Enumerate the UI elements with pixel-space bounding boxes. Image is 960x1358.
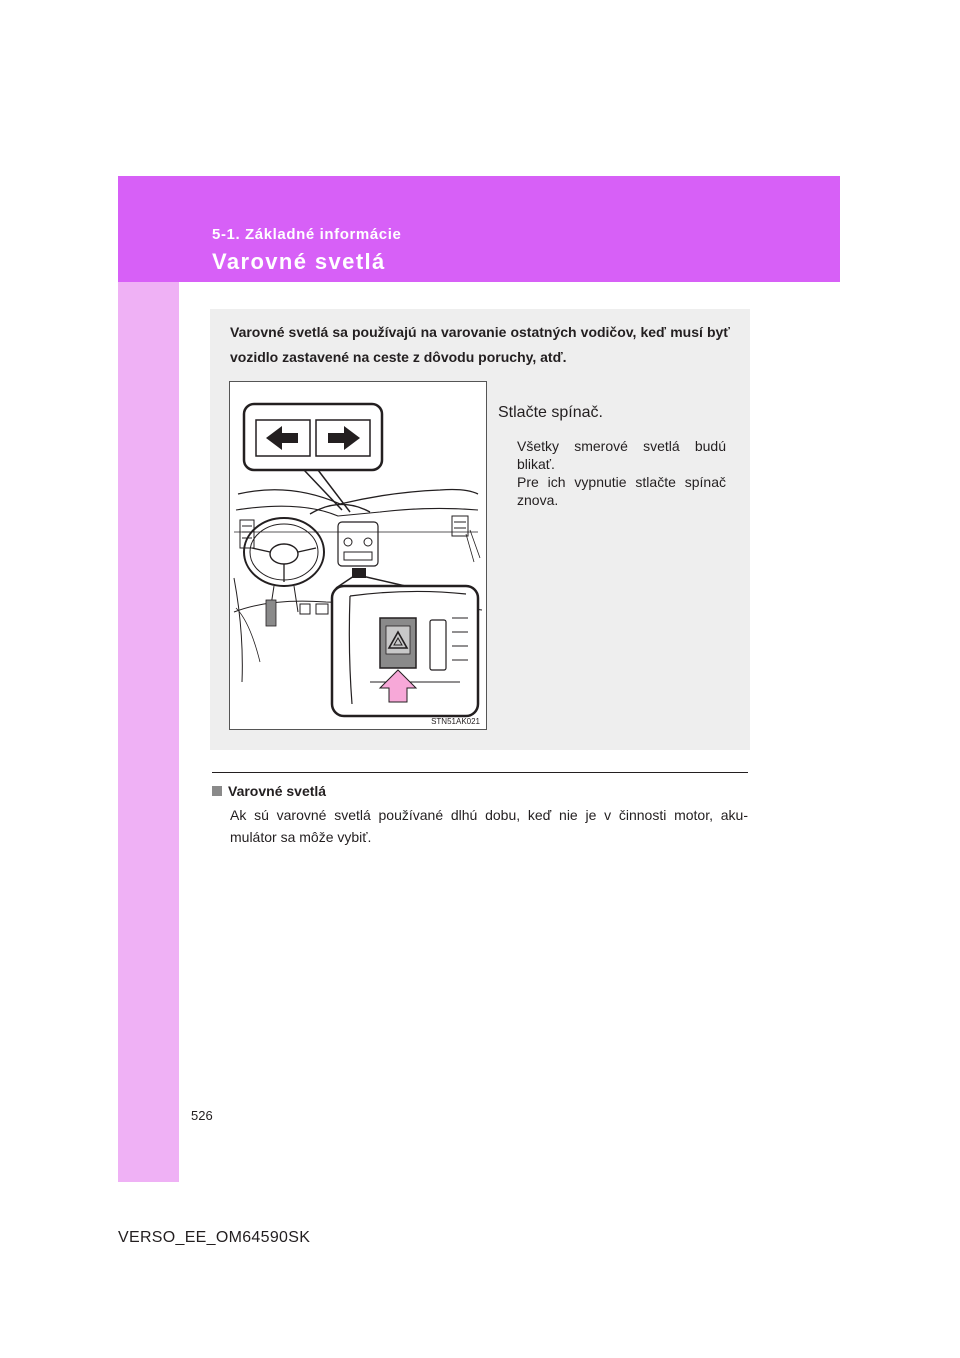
note-body — [230, 804, 748, 848]
bullet-square-icon — [212, 786, 222, 796]
dashboard-illustration — [229, 381, 487, 730]
page-number: 526 — [191, 1108, 213, 1123]
note-line: mulátor sa môže vybiť. — [230, 829, 372, 845]
note-heading — [212, 783, 326, 799]
side-band — [118, 176, 179, 1182]
intro-text: Varovné svetlá sa používajú na varovanie ostatných vodičov, keď musí byť vozidlo zastavené na ceste z dôvodu poruchy, atď. — [230, 324, 730, 365]
figure-code: STN51AK021 — [431, 717, 480, 726]
step-line: Všetky smerové svetlá budú — [517, 438, 726, 454]
note-heading-text: Varovné svetlá — [228, 783, 327, 799]
footer-code: VERSO_EE_OM64590SK — [118, 1229, 311, 1246]
note-line: Ak sú varovné svetlá používané dlhú dobu, keď nie je v činnosti motor, aku- — [230, 807, 748, 823]
step-description — [517, 437, 726, 509]
step-line: znova. — [517, 492, 559, 508]
section-label: 5-1. Základné informácie — [212, 226, 402, 243]
divider — [212, 772, 748, 773]
step-line: blikať. — [517, 456, 555, 472]
hazard-triangle-icon — [380, 618, 416, 668]
arrow-left-icon — [256, 420, 310, 456]
page-title: Varovné svetlá — [212, 249, 386, 274]
arrow-right-icon — [316, 420, 370, 456]
step-title: Stlačte spínač. — [498, 404, 603, 421]
step-line: Pre ich vypnutie stlačte spínač — [517, 474, 726, 490]
